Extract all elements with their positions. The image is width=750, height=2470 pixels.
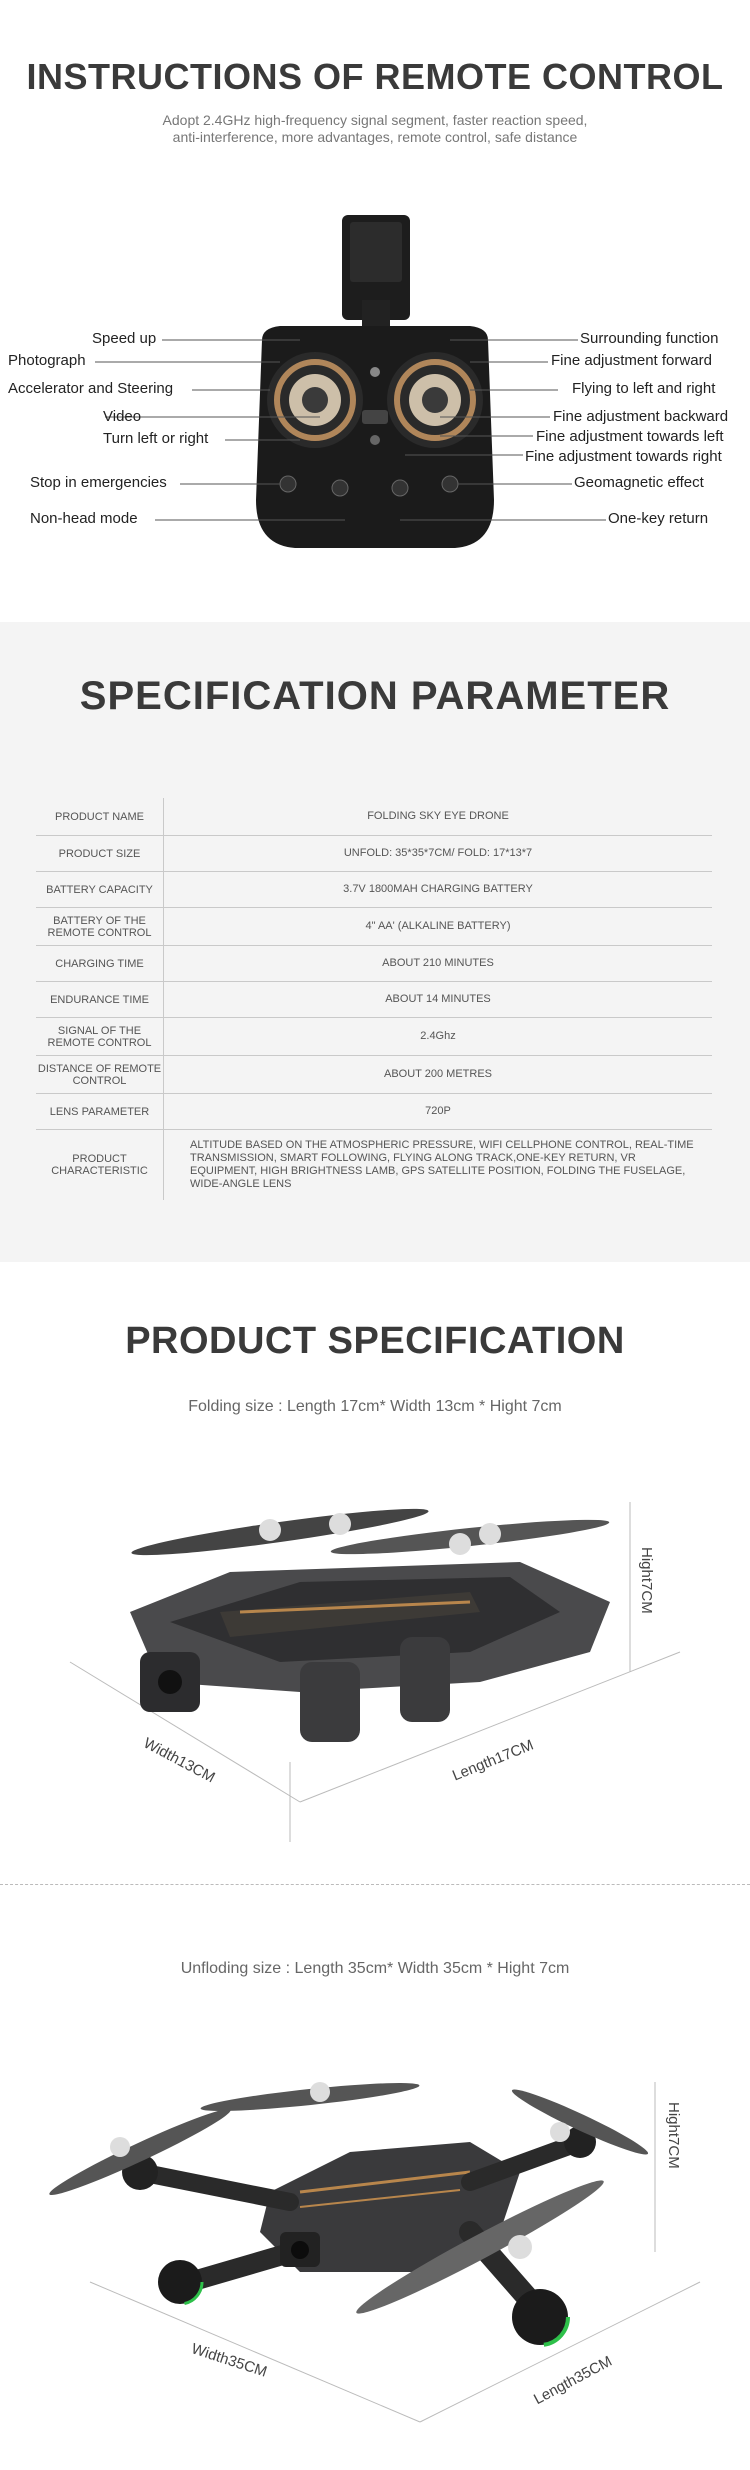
spec-value: ALTITUDE BASED ON THE ATMOSPHERIC PRESSURE, WIFI CELLPHONE CONTROL, REAL-TIME TRANSMISSION, SMART FOLLOWING, FLYING ALONG TRACK,ONE-KEY RETURN, VR EQUIPMENT, HIGH BRIGHTNESS LAMB, GPS SATELLITE POSITION, FOLDING THE FUSELAGE, WIDE-ANGLE LENS [190, 1139, 694, 1190]
label-fine-adjust-left: Fine adjustment towards left [536, 428, 724, 445]
spec-value: FOLDING SKY EYE DRONE [367, 810, 509, 822]
label-flying-left-right: Flying to left and right [572, 380, 716, 397]
spec-value: 2.4Ghz [420, 1030, 456, 1042]
label-video: Video [103, 408, 142, 425]
label-accelerator-steering: Accelerator and Steering [8, 380, 174, 397]
spec-key: PRODUCT CHARACTERISTIC [36, 1130, 164, 1200]
spec-row [36, 1056, 712, 1094]
folded-drone-image [0, 1462, 750, 1862]
product-spec-section [0, 1262, 750, 2470]
label-surrounding-function: Surrounding function [580, 330, 719, 347]
spec-value: UNFOLD: 35*35*7CM/ FOLD: 17*13*7 [343, 847, 533, 859]
label-speed-up: Speed up [92, 330, 157, 347]
remote-control-section [0, 0, 750, 620]
spec-key: SIGNAL OF THE REMOTE CONTROL [36, 1018, 164, 1055]
product-title: PRODUCT SPECIFICATION [125, 1320, 625, 1362]
spec-row [36, 836, 712, 872]
spec-value: ABOUT 14 MINUTES [385, 993, 491, 1005]
spec-row [36, 1130, 712, 1200]
folded-height-label: Hight7CM [638, 1547, 655, 1614]
spec-key: BATTERY CAPACITY [36, 872, 164, 907]
spec-row [36, 946, 712, 982]
spec-title: SPECIFICATION PARAMETER [79, 674, 671, 718]
folding-size: Folding size : Length 17cm* Width 13cm * Hight 7cm [188, 1398, 562, 1415]
right-joystick [422, 387, 448, 413]
label-fine-adjust-backward: Fine adjustment backward [553, 408, 729, 425]
label-geomagnetic-effect: Geomagnetic effect [574, 474, 704, 491]
label-photograph: Photograph [8, 352, 86, 369]
remote-subtitle-line2: anti-interference, more advantages, remote control, safe distance [172, 129, 578, 145]
label-non-head-mode: Non-head mode [30, 510, 138, 527]
spec-row [36, 908, 712, 946]
spec-key: DISTANCE OF REMOTE CONTROL [36, 1056, 164, 1093]
unfolded-height-label: Hight7CM [665, 2102, 682, 2169]
left-joystick [302, 387, 328, 413]
spec-key: BATTERY OF THE REMOTE CONTROL [36, 908, 164, 945]
spec-key: ENDURANCE TIME [36, 982, 164, 1017]
spec-row [36, 982, 712, 1018]
spec-value: 720P [425, 1105, 451, 1117]
spec-value: ABOUT 210 MINUTES [382, 957, 494, 969]
spec-key: CHARGING TIME [36, 946, 164, 981]
unfolded-length-label: Length35CM [531, 2352, 615, 2409]
folded-length-label: Length17CM [449, 1736, 536, 1785]
spec-key: PRODUCT SIZE [36, 836, 164, 871]
remote-subtitle [0, 112, 750, 146]
spec-row [36, 872, 712, 908]
spec-value: ABOUT 200 METRES [384, 1068, 492, 1080]
label-one-key-return: One-key return [608, 510, 709, 527]
spec-key: PRODUCT NAME [36, 798, 164, 835]
spec-value: 3.7V 1800MAH CHARGING BATTERY [343, 883, 533, 895]
unfolded-width-label: Width35CM [189, 2340, 270, 2381]
spec-table [36, 798, 712, 1200]
label-fine-adjust-right: Fine adjustment towards right [525, 448, 722, 465]
spec-row [36, 1094, 712, 1130]
folded-width-label: Width13CM [140, 1734, 218, 1787]
spec-row [36, 798, 712, 836]
spec-value: 4" AA' (ALKALINE BATTERY) [365, 920, 511, 932]
label-fine-adjust-forward: Fine adjustment forward [551, 352, 712, 369]
remote-subtitle-line1: Adopt 2.4GHz high-frequency signal segment, faster reaction speed, [162, 112, 588, 128]
label-stop-emergencies: Stop in emergencies [30, 474, 167, 491]
spec-row [36, 1018, 712, 1056]
label-turn-left-right: Turn left or right [103, 430, 209, 447]
remote-title: INSTRUCTIONS OF REMOTE CONTROL [26, 56, 724, 97]
unfolding-size: Unfloding size : Length 35cm* Width 35cm * Hight 7cm [180, 1960, 570, 1977]
specification-section [0, 622, 750, 1262]
spec-key: LENS PARAMETER [36, 1094, 164, 1129]
unfolded-drone-image [0, 2032, 750, 2462]
section-divider [0, 1884, 750, 1885]
